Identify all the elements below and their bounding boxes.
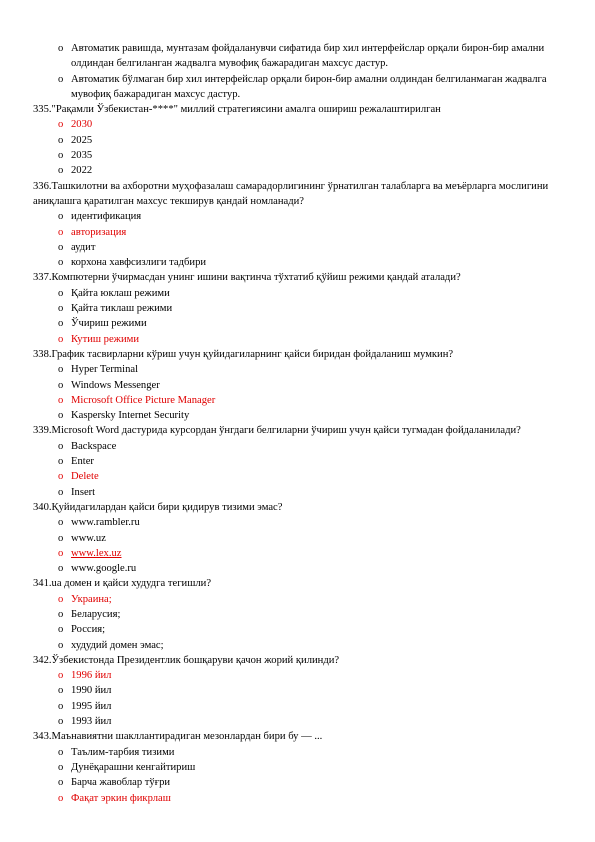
answer-option — [0, 240, 595, 255]
answer-text: Дунёқарашни кенгайтириш — [71, 761, 196, 773]
bullet-icon: o — [58, 73, 64, 85]
answer-option-correct — [0, 469, 595, 484]
answer-text: Delete — [71, 471, 99, 483]
answer-option — [0, 515, 595, 530]
bullet-icon: o — [58, 318, 64, 330]
answer-option-correct — [0, 393, 595, 408]
bullet-icon: o — [58, 364, 64, 376]
bullet-icon: o — [58, 226, 64, 238]
bullet-icon: o — [58, 119, 64, 131]
answer-option — [0, 163, 595, 178]
bullet-icon: o — [58, 547, 64, 559]
bullet-icon: o — [58, 716, 64, 728]
answer-text: 2030 — [71, 119, 93, 131]
question-text: 339.Microsoft Word дастурида курсордан ўнгдаги белгиларни ўчириш учун қайси тугмадан фойдаланилади? — [33, 425, 521, 437]
answer-option — [0, 133, 595, 148]
answer-option — [0, 362, 595, 377]
answer-text: 1990 йил — [71, 685, 112, 697]
answer-link[interactable]: www.lex.uz — [71, 547, 122, 559]
answer-text: 1996 йил — [71, 670, 112, 682]
answer-option — [0, 439, 595, 454]
answer-option-correct — [0, 592, 595, 607]
answer-text: Microsoft Office Picture Manager — [71, 394, 216, 406]
answer-option — [0, 531, 595, 546]
answer-text: корхона хавфсизлиги тадбири — [71, 257, 207, 269]
answer-text: аудит — [71, 241, 96, 253]
answer-text: Беларусия; — [71, 608, 121, 620]
answer-option — [0, 485, 595, 500]
bullet-icon: o — [58, 134, 64, 146]
question-text: 343.Маънавиятни шакллантирадиган мезонлардан бири бу — ... — [33, 731, 323, 743]
bullet-icon: o — [58, 440, 64, 452]
answer-text: Windows Messenger — [71, 379, 160, 391]
answer-text: Қайта тиклаш режими — [71, 303, 173, 315]
bullet-icon: o — [58, 333, 64, 345]
answer-option — [0, 683, 595, 698]
bullet-icon: o — [58, 700, 64, 712]
answer-text: Insert — [71, 486, 96, 498]
answer-option — [0, 622, 595, 637]
answer-option-correct — [0, 668, 595, 683]
bullet-icon: o — [58, 746, 64, 758]
answer-text: Кутиш режими — [71, 333, 140, 345]
answer-text: Россия; — [71, 624, 106, 636]
answer-text: Kaspersky Internet Security — [71, 410, 190, 422]
answer-text: Барча жавоблар тўғри — [71, 777, 171, 789]
bullet-icon: o — [58, 639, 64, 651]
bullet-icon: o — [58, 211, 64, 223]
bullet-icon: o — [58, 287, 64, 299]
document-page — [0, 41, 595, 806]
answer-option — [0, 408, 595, 423]
answer-option — [0, 775, 595, 790]
bullet-icon: o — [58, 532, 64, 544]
answer-text: www.uz — [71, 532, 106, 544]
question-text: 341.ua домен и қайси худудга тегишли? — [33, 578, 212, 590]
answer-text: Enter — [71, 456, 94, 468]
answer-text: www.google.ru — [71, 563, 137, 575]
answer-option — [0, 454, 595, 469]
bullet-icon: o — [58, 165, 64, 177]
answer-text: Ўчириш режими — [71, 318, 147, 330]
bullet-icon: o — [58, 624, 64, 636]
question-text: 342.Ўзбекистонда Президентлик бошқаруви қачон жорий қилинди? — [33, 654, 340, 666]
answer-option-correct — [0, 546, 595, 561]
answer-option — [0, 699, 595, 714]
question-text: 336.Ташкилотни ва ахборотни муҳофазалаш самарадорлигининг ўрнатилган талабларга ва меъёрларга мослигини аниқлашга қаратилган махсус текширув қандай номланади? — [33, 180, 549, 207]
bullet-icon: o — [58, 670, 64, 682]
question-text: 337.Компютерни ўчирмасдан унинг ишини вақтинча тўхтатиб қўйиш режими қандай аталади? — [33, 272, 461, 284]
answer-text: авторизация — [71, 226, 127, 238]
answer-option-correct — [0, 791, 595, 806]
answer-option — [0, 378, 595, 393]
answer-option — [0, 561, 595, 576]
bullet-icon: o — [58, 43, 64, 54]
bullet-icon: o — [58, 379, 64, 391]
bullet-icon: o — [58, 792, 64, 804]
answer-option — [0, 286, 595, 301]
answer-option — [0, 301, 595, 316]
answer-text: Украина; — [71, 593, 112, 605]
bullet-icon: o — [58, 257, 64, 269]
answer-option — [0, 745, 595, 760]
question-text: 335."Рақамли Ўзбекистан-****" миллий стратегиясини амалга ошириш режалаштирилган — [33, 104, 441, 116]
answer-option-correct — [0, 225, 595, 240]
bullet-icon: o — [58, 303, 64, 315]
answer-option — [0, 255, 595, 270]
answer-text: 1995 йил — [71, 700, 112, 712]
answer-text: Қайта юклаш режими — [71, 287, 170, 299]
bullet-icon: o — [58, 486, 64, 498]
answer-option — [0, 41, 595, 72]
bullet-icon: o — [58, 563, 64, 575]
bullet-icon: o — [58, 685, 64, 697]
answer-option — [0, 760, 595, 775]
answer-text: худудий домен эмас; — [71, 639, 164, 651]
answer-text: Автоматик равишда, мунтазам фойдаланувчи сифатида бир хил интерфейслар орқали бирон-бир амални олдиндан белгиланган жадвалга мувофиқ бажарадиган махсус дастур. — [71, 43, 545, 70]
bullet-icon: o — [58, 150, 64, 162]
answer-text: Backspace — [71, 440, 117, 452]
answer-option — [0, 148, 595, 163]
bullet-icon: o — [58, 410, 64, 422]
answer-text: 2022 — [71, 165, 93, 177]
bullet-icon: o — [58, 456, 64, 468]
bullet-icon: o — [58, 593, 64, 605]
answer-text: Hyper Terminal — [71, 364, 139, 376]
bullet-icon: o — [58, 608, 64, 620]
answer-option — [0, 72, 595, 103]
answer-text: 2025 — [71, 134, 93, 146]
answer-option — [0, 209, 595, 224]
bullet-icon: o — [58, 761, 64, 773]
answer-text: 1993 йил — [71, 716, 112, 728]
answer-option-correct — [0, 332, 595, 347]
answer-text: Автоматик бўлмаган бир хил интерфейслар орқали бирон-бир амални олдиндан белгиланмаган жадвалга мувофиқ бажарадиган махсус дастур. — [71, 73, 547, 100]
bullet-icon: o — [58, 777, 64, 789]
answer-text: идентификация — [71, 211, 142, 223]
bullet-icon: o — [58, 517, 64, 529]
answer-text: www.rambler.ru — [71, 517, 140, 529]
bullet-icon: o — [58, 241, 64, 253]
answer-text: 2035 — [71, 150, 93, 162]
answer-text: Таълим-тарбия тизими — [71, 746, 175, 758]
bullet-icon: o — [58, 394, 64, 406]
answer-option — [0, 714, 595, 729]
question-text: 340.Қуйидагилардан қайси бири қидирув тизими эмас? — [33, 501, 283, 513]
answer-text: Фақат эркин фикрлаш — [71, 792, 171, 804]
answer-option — [0, 316, 595, 331]
answer-option — [0, 638, 595, 653]
answer-option — [0, 607, 595, 622]
question-text: 338.График тасвирларни кўриш учун қуйидагиларнинг қайси биридан фойдаланиш мумкин? — [33, 348, 454, 360]
answer-option-correct — [0, 117, 595, 132]
bullet-icon: o — [58, 471, 64, 483]
